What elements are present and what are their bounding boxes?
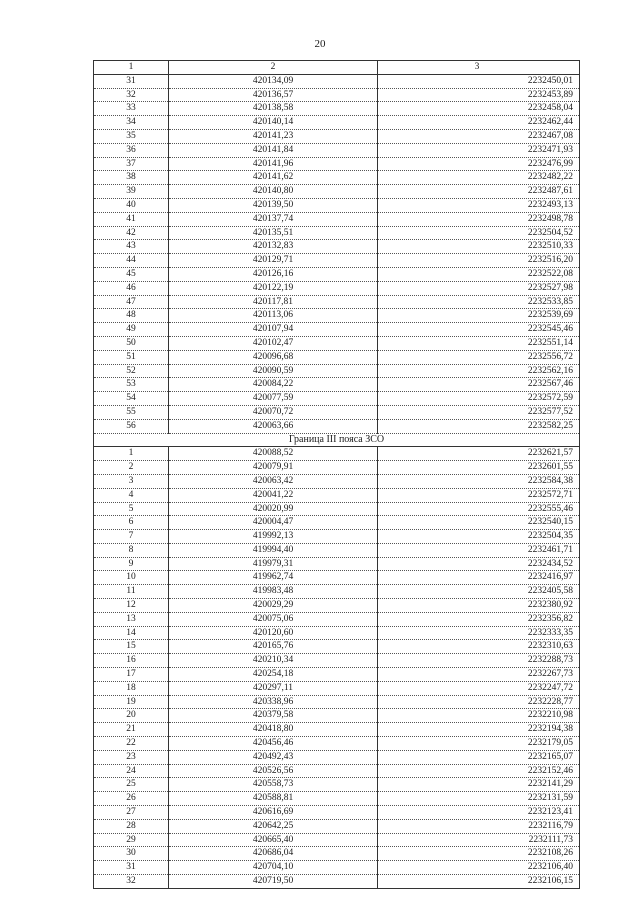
y-coordinate-cell: 2232111,73 xyxy=(378,833,580,847)
x-coordinate-cell: 420122,19 xyxy=(169,281,378,295)
point-number-cell: 46 xyxy=(94,281,169,295)
x-coordinate-cell: 420135,51 xyxy=(169,226,378,240)
x-coordinate-cell: 420090,59 xyxy=(169,364,378,378)
x-coordinate-cell: 420063,42 xyxy=(169,474,378,488)
table-row xyxy=(94,254,580,268)
x-coordinate-cell: 420137,74 xyxy=(169,212,378,226)
table-row xyxy=(94,226,580,240)
point-number-cell: 41 xyxy=(94,212,169,226)
x-coordinate-cell: 420616,69 xyxy=(169,806,378,820)
point-number-cell: 29 xyxy=(94,833,169,847)
table-row xyxy=(94,185,580,199)
point-number-cell: 49 xyxy=(94,323,169,337)
y-coordinate-cell: 2232539,69 xyxy=(378,309,580,323)
y-coordinate-cell: 2232577,52 xyxy=(378,405,580,419)
y-coordinate-cell: 2232467,08 xyxy=(378,129,580,143)
header-row xyxy=(94,61,580,75)
x-coordinate-cell: 420141,84 xyxy=(169,143,378,157)
point-number-cell: 56 xyxy=(94,419,169,433)
point-number-cell: 37 xyxy=(94,157,169,171)
table-row xyxy=(94,88,580,102)
table-row xyxy=(94,157,580,171)
point-number-cell: 32 xyxy=(94,875,169,889)
y-coordinate-cell: 2232116,79 xyxy=(378,819,580,833)
y-coordinate-cell: 2232556,72 xyxy=(378,350,580,364)
table-row xyxy=(94,612,580,626)
table-row xyxy=(94,778,580,792)
y-coordinate-cell: 2232356,82 xyxy=(378,612,580,626)
point-number-cell: 31 xyxy=(94,861,169,875)
y-coordinate-cell: 2232194,38 xyxy=(378,723,580,737)
point-number-cell: 36 xyxy=(94,143,169,157)
table-row xyxy=(94,474,580,488)
table-row xyxy=(94,461,580,475)
y-coordinate-cell: 2232540,15 xyxy=(378,516,580,530)
point-number-cell: 53 xyxy=(94,378,169,392)
y-coordinate-cell: 2232572,71 xyxy=(378,488,580,502)
table-row xyxy=(94,350,580,364)
y-coordinate-cell: 2232288,73 xyxy=(378,654,580,668)
x-coordinate-cell: 420020,99 xyxy=(169,502,378,516)
table-row xyxy=(94,212,580,226)
point-number-cell: 18 xyxy=(94,681,169,695)
y-coordinate-cell: 2232108,26 xyxy=(378,847,580,861)
point-number-cell: 5 xyxy=(94,502,169,516)
x-coordinate-cell: 420704,10 xyxy=(169,861,378,875)
y-coordinate-cell: 2232487,61 xyxy=(378,185,580,199)
x-coordinate-cell: 420588,81 xyxy=(169,792,378,806)
table-row xyxy=(94,198,580,212)
page-number: 20 xyxy=(314,38,326,50)
y-coordinate-cell: 2232621,57 xyxy=(378,447,580,461)
table-row xyxy=(94,530,580,544)
x-coordinate-cell: 420140,80 xyxy=(169,185,378,199)
point-number-cell: 27 xyxy=(94,806,169,820)
table-row xyxy=(94,336,580,350)
table-row xyxy=(94,668,580,682)
table-row xyxy=(94,557,580,571)
point-number-cell: 40 xyxy=(94,198,169,212)
point-number-cell: 11 xyxy=(94,585,169,599)
table-row xyxy=(94,392,580,406)
table-row xyxy=(94,543,580,557)
point-number-cell: 17 xyxy=(94,668,169,682)
point-number-cell: 12 xyxy=(94,599,169,613)
point-number-cell: 42 xyxy=(94,226,169,240)
table-row xyxy=(94,792,580,806)
y-coordinate-cell: 2232131,59 xyxy=(378,792,580,806)
x-coordinate-cell: 420120,60 xyxy=(169,626,378,640)
x-coordinate-cell: 419992,13 xyxy=(169,530,378,544)
x-coordinate-cell: 420117,81 xyxy=(169,295,378,309)
table-row xyxy=(94,875,580,889)
x-coordinate-cell: 420297,11 xyxy=(169,681,378,695)
x-coordinate-cell: 420558,73 xyxy=(169,778,378,792)
header-col-2: 2 xyxy=(169,61,378,75)
point-number-cell: 48 xyxy=(94,309,169,323)
x-coordinate-cell: 419983,48 xyxy=(169,585,378,599)
point-number-cell: 16 xyxy=(94,654,169,668)
y-coordinate-cell: 2232210,98 xyxy=(378,709,580,723)
point-number-cell: 21 xyxy=(94,723,169,737)
y-coordinate-cell: 2232165,07 xyxy=(378,750,580,764)
table-row xyxy=(94,116,580,130)
table-row xyxy=(94,240,580,254)
x-coordinate-cell: 420134,09 xyxy=(169,74,378,88)
x-coordinate-cell: 420070,72 xyxy=(169,405,378,419)
y-coordinate-cell: 2232434,52 xyxy=(378,557,580,571)
y-coordinate-cell: 2232310,63 xyxy=(378,640,580,654)
point-number-cell: 31 xyxy=(94,74,169,88)
point-number-cell: 54 xyxy=(94,392,169,406)
section-heading-row xyxy=(94,433,580,447)
table-row xyxy=(94,833,580,847)
point-number-cell: 26 xyxy=(94,792,169,806)
table-row xyxy=(94,695,580,709)
point-number-cell: 6 xyxy=(94,516,169,530)
y-coordinate-cell: 2232405,58 xyxy=(378,585,580,599)
x-coordinate-cell: 420096,68 xyxy=(169,350,378,364)
table-row xyxy=(94,750,580,764)
x-coordinate-cell: 420418,80 xyxy=(169,723,378,737)
y-coordinate-cell: 2232533,85 xyxy=(378,295,580,309)
table-row xyxy=(94,709,580,723)
x-coordinate-cell: 420686,04 xyxy=(169,847,378,861)
point-number-cell: 47 xyxy=(94,295,169,309)
table-row xyxy=(94,571,580,585)
table-row xyxy=(94,129,580,143)
point-number-cell: 14 xyxy=(94,626,169,640)
y-coordinate-cell: 2232179,05 xyxy=(378,737,580,751)
point-number-cell: 44 xyxy=(94,254,169,268)
x-coordinate-cell: 420004,47 xyxy=(169,516,378,530)
y-coordinate-cell: 2232510,33 xyxy=(378,240,580,254)
table-row xyxy=(94,626,580,640)
point-number-cell: 15 xyxy=(94,640,169,654)
header-col-1: 1 xyxy=(94,61,169,75)
table-row xyxy=(94,74,580,88)
y-coordinate-cell: 2232461,71 xyxy=(378,543,580,557)
coordinates-table xyxy=(93,60,580,889)
x-coordinate-cell: 419962,74 xyxy=(169,571,378,585)
table-row xyxy=(94,737,580,751)
table-row xyxy=(94,364,580,378)
point-number-cell: 22 xyxy=(94,737,169,751)
y-coordinate-cell: 2232545,46 xyxy=(378,323,580,337)
x-coordinate-cell: 420088,52 xyxy=(169,447,378,461)
y-coordinate-cell: 2232522,08 xyxy=(378,267,580,281)
x-coordinate-cell: 419994,40 xyxy=(169,543,378,557)
table-row xyxy=(94,281,580,295)
point-number-cell: 32 xyxy=(94,88,169,102)
y-coordinate-cell: 2232333,35 xyxy=(378,626,580,640)
y-coordinate-cell: 2232601,55 xyxy=(378,461,580,475)
y-coordinate-cell: 2232106,15 xyxy=(378,875,580,889)
y-coordinate-cell: 2232493,13 xyxy=(378,198,580,212)
y-coordinate-cell: 2232482,22 xyxy=(378,171,580,185)
x-coordinate-cell: 420210,34 xyxy=(169,654,378,668)
x-coordinate-cell: 420107,94 xyxy=(169,323,378,337)
y-coordinate-cell: 2232106,40 xyxy=(378,861,580,875)
point-number-cell: 30 xyxy=(94,847,169,861)
table-row xyxy=(94,847,580,861)
y-coordinate-cell: 2232498,78 xyxy=(378,212,580,226)
y-coordinate-cell: 2232450,01 xyxy=(378,74,580,88)
table-row xyxy=(94,378,580,392)
point-number-cell: 7 xyxy=(94,530,169,544)
point-number-cell: 4 xyxy=(94,488,169,502)
x-coordinate-cell: 420079,91 xyxy=(169,461,378,475)
y-coordinate-cell: 2232416,97 xyxy=(378,571,580,585)
x-coordinate-cell: 420254,18 xyxy=(169,668,378,682)
table-row xyxy=(94,102,580,116)
y-coordinate-cell: 2232152,46 xyxy=(378,764,580,778)
x-coordinate-cell: 420165,76 xyxy=(169,640,378,654)
point-number-cell: 13 xyxy=(94,612,169,626)
y-coordinate-cell: 2232247,72 xyxy=(378,681,580,695)
x-coordinate-cell: 420136,57 xyxy=(169,88,378,102)
y-coordinate-cell: 2232551,14 xyxy=(378,336,580,350)
point-number-cell: 10 xyxy=(94,571,169,585)
point-number-cell: 55 xyxy=(94,405,169,419)
x-coordinate-cell: 420084,22 xyxy=(169,378,378,392)
x-coordinate-cell: 420141,23 xyxy=(169,129,378,143)
x-coordinate-cell: 420642,25 xyxy=(169,819,378,833)
x-coordinate-cell: 420138,58 xyxy=(169,102,378,116)
x-coordinate-cell: 420132,83 xyxy=(169,240,378,254)
y-coordinate-cell: 2232267,73 xyxy=(378,668,580,682)
point-number-cell: 38 xyxy=(94,171,169,185)
y-coordinate-cell: 2232380,92 xyxy=(378,599,580,613)
x-coordinate-cell: 420113,06 xyxy=(169,309,378,323)
table-row xyxy=(94,585,580,599)
y-coordinate-cell: 2232471,93 xyxy=(378,143,580,157)
table-row xyxy=(94,267,580,281)
table-row xyxy=(94,295,580,309)
table-row xyxy=(94,764,580,778)
coordinates-table-body xyxy=(94,61,580,889)
point-number-cell: 50 xyxy=(94,336,169,350)
y-coordinate-cell: 2232562,16 xyxy=(378,364,580,378)
point-number-cell: 19 xyxy=(94,695,169,709)
x-coordinate-cell: 420379,58 xyxy=(169,709,378,723)
x-coordinate-cell: 420338,96 xyxy=(169,695,378,709)
point-number-cell: 51 xyxy=(94,350,169,364)
y-coordinate-cell: 2232504,35 xyxy=(378,530,580,544)
table-row xyxy=(94,447,580,461)
section-heading: Граница III пояса ЗСО xyxy=(94,433,580,447)
point-number-cell: 39 xyxy=(94,185,169,199)
y-coordinate-cell: 2232458,04 xyxy=(378,102,580,116)
table-row xyxy=(94,488,580,502)
y-coordinate-cell: 2232123,41 xyxy=(378,806,580,820)
point-number-cell: 34 xyxy=(94,116,169,130)
table-row xyxy=(94,819,580,833)
point-number-cell: 43 xyxy=(94,240,169,254)
header-col-3: 3 xyxy=(378,61,580,75)
x-coordinate-cell: 420102,47 xyxy=(169,336,378,350)
x-coordinate-cell: 420665,40 xyxy=(169,833,378,847)
x-coordinate-cell: 420139,50 xyxy=(169,198,378,212)
y-coordinate-cell: 2232476,99 xyxy=(378,157,580,171)
x-coordinate-cell: 420141,62 xyxy=(169,171,378,185)
point-number-cell: 3 xyxy=(94,474,169,488)
x-coordinate-cell: 420456,46 xyxy=(169,737,378,751)
table-row xyxy=(94,640,580,654)
x-coordinate-cell: 420140,14 xyxy=(169,116,378,130)
x-coordinate-cell: 420719,50 xyxy=(169,875,378,889)
point-number-cell: 23 xyxy=(94,750,169,764)
x-coordinate-cell: 420126,16 xyxy=(169,267,378,281)
y-coordinate-cell: 2232527,98 xyxy=(378,281,580,295)
x-coordinate-cell: 420075,06 xyxy=(169,612,378,626)
y-coordinate-cell: 2232582,25 xyxy=(378,419,580,433)
point-number-cell: 33 xyxy=(94,102,169,116)
y-coordinate-cell: 2232462,44 xyxy=(378,116,580,130)
point-number-cell: 45 xyxy=(94,267,169,281)
point-number-cell: 25 xyxy=(94,778,169,792)
y-coordinate-cell: 2232453,89 xyxy=(378,88,580,102)
table-row xyxy=(94,654,580,668)
y-coordinate-cell: 2232584,38 xyxy=(378,474,580,488)
point-number-cell: 2 xyxy=(94,461,169,475)
table-row xyxy=(94,681,580,695)
point-number-cell: 1 xyxy=(94,447,169,461)
table-row xyxy=(94,806,580,820)
table-row xyxy=(94,143,580,157)
table-row xyxy=(94,599,580,613)
x-coordinate-cell: 420492,43 xyxy=(169,750,378,764)
x-coordinate-cell: 420129,71 xyxy=(169,254,378,268)
x-coordinate-cell: 420041,22 xyxy=(169,488,378,502)
x-coordinate-cell: 420526,56 xyxy=(169,764,378,778)
x-coordinate-cell: 420141,96 xyxy=(169,157,378,171)
table-row xyxy=(94,309,580,323)
table-row xyxy=(94,502,580,516)
y-coordinate-cell: 2232141,29 xyxy=(378,778,580,792)
point-number-cell: 28 xyxy=(94,819,169,833)
y-coordinate-cell: 2232567,46 xyxy=(378,378,580,392)
table-row xyxy=(94,405,580,419)
x-coordinate-cell: 420077,59 xyxy=(169,392,378,406)
table-row xyxy=(94,516,580,530)
point-number-cell: 24 xyxy=(94,764,169,778)
y-coordinate-cell: 2232504,52 xyxy=(378,226,580,240)
table-row xyxy=(94,723,580,737)
point-number-cell: 8 xyxy=(94,543,169,557)
y-coordinate-cell: 2232555,46 xyxy=(378,502,580,516)
table-row xyxy=(94,419,580,433)
point-number-cell: 9 xyxy=(94,557,169,571)
x-coordinate-cell: 420063,66 xyxy=(169,419,378,433)
point-number-cell: 52 xyxy=(94,364,169,378)
y-coordinate-cell: 2232516,20 xyxy=(378,254,580,268)
point-number-cell: 20 xyxy=(94,709,169,723)
point-number-cell: 35 xyxy=(94,129,169,143)
table-row xyxy=(94,171,580,185)
y-coordinate-cell: 2232228,77 xyxy=(378,695,580,709)
y-coordinate-cell: 2232572,59 xyxy=(378,392,580,406)
x-coordinate-cell: 419979,31 xyxy=(169,557,378,571)
x-coordinate-cell: 420029,29 xyxy=(169,599,378,613)
table-row xyxy=(94,323,580,337)
table-row xyxy=(94,861,580,875)
